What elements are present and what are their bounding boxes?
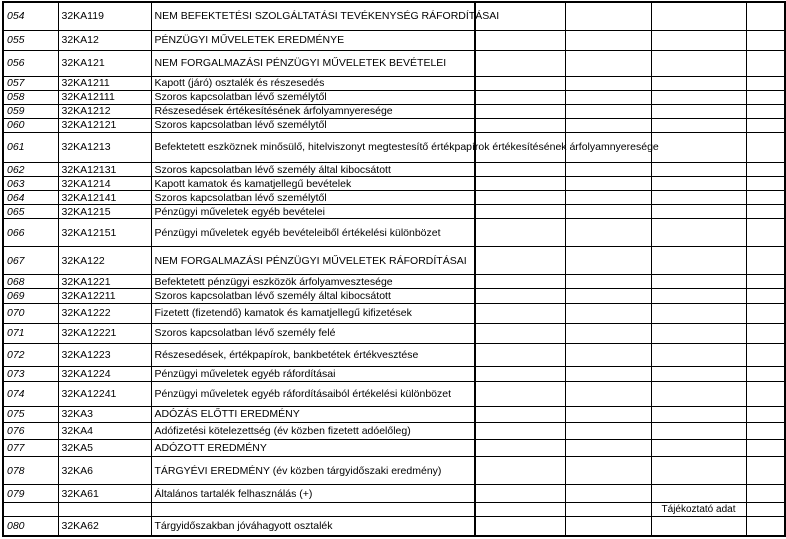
value-cell-4 [746,343,785,366]
row-number: 057 [3,76,58,90]
table-row [3,30,785,50]
row-description: Tárgyidőszakban jóváhagyott osztalék [151,517,475,536]
note-cell [651,517,746,536]
row-number: 069 [3,289,58,303]
row-code: 32KA3 [58,406,151,422]
value-cell-1 [475,366,565,381]
value-cell-2 [565,343,651,366]
value-cell-1 [475,323,565,343]
table-row [3,104,785,118]
note-cell: Tájékoztató adat [651,503,746,517]
value-cell-4 [746,381,785,406]
table-row [3,90,785,104]
value-cell-2 [565,76,651,90]
row-code: 32KA12241 [58,381,151,406]
value-cell-4 [746,30,785,50]
value-cell-1 [475,104,565,118]
row-description: ADÓZÁS ELŐTTI EREDMÉNY [151,406,475,422]
row-description: NEM FORGALMAZÁSI PÉNZÜGYI MŰVELETEK BEVÉTELEI [151,50,475,76]
note-cell [651,219,746,247]
table-row [3,406,785,422]
value-cell-1 [475,457,565,485]
table-row [3,289,785,303]
value-cell-4 [746,303,785,323]
row-number: 079 [3,485,58,503]
table-row [3,439,785,456]
table-row [3,219,785,247]
value-cell-2 [565,381,651,406]
note-cell [651,422,746,439]
row-description: Részesedések értékesítésének árfolyamnyeresége [151,104,475,118]
row-description: Pénzügyi műveletek egyéb bevételeiből értékelési különbözet [151,219,475,247]
row-number: 080 [3,517,58,536]
table-row [3,366,785,381]
table-row [3,2,785,30]
note-cell [651,205,746,219]
value-cell-1 [475,275,565,289]
value-cell-1 [475,289,565,303]
value-cell-2 [565,457,651,485]
value-cell-4 [746,275,785,289]
row-number: 061 [3,132,58,162]
row-number: 066 [3,219,58,247]
value-cell-1 [475,177,565,191]
value-cell-4 [746,205,785,219]
row-code: 32KA62 [58,517,151,536]
row-number: 058 [3,90,58,104]
row-number: 064 [3,191,58,205]
value-cell-2 [565,323,651,343]
row-description: Szoros kapcsolatban lévő személy által kibocsátott [151,289,475,303]
row-description: Befektetett eszköznek minősülő, hitelviszonyt megtestesítő értékpapírok értékesítésének árfolyamnyeresége [151,132,475,162]
row-code: 32KA1213 [58,132,151,162]
row-description: Kapott kamatok és kamatjellegű bevételek [151,177,475,191]
row-number: 071 [3,323,58,343]
row-code: 32KA1215 [58,205,151,219]
row-description: PÉNZÜGYI MŰVELETEK EREDMÉNYE [151,30,475,50]
value-cell-4 [746,439,785,456]
value-cell-2 [565,422,651,439]
row-number: 070 [3,303,58,323]
table-body [3,2,785,536]
table-row [3,205,785,219]
table-row [3,50,785,76]
note-cell [651,289,746,303]
value-cell-4 [746,50,785,76]
report-table [2,1,786,537]
value-cell-1 [475,303,565,323]
value-cell-4 [746,118,785,132]
row-code: 32KA1222 [58,303,151,323]
note-cell [651,439,746,456]
row-description: TÁRGYÉVI EREDMÉNY (év közben tárgyidőszaki eredmény) [151,457,475,485]
row-code: 32KA12151 [58,219,151,247]
value-cell-2 [565,485,651,503]
row-code: 32KA1223 [58,343,151,366]
note-cell [651,30,746,50]
row-description: NEM FORGALMAZÁSI PÉNZÜGYI MŰVELETEK RÁFORDÍTÁSAI [151,247,475,275]
note-cell [651,485,746,503]
row-description: Pénzügyi műveletek egyéb bevételei [151,205,475,219]
value-cell-1 [475,247,565,275]
table-row [3,132,785,162]
note-cell [651,275,746,289]
row-description [151,503,475,517]
value-cell-4 [746,219,785,247]
value-cell-1 [475,439,565,456]
row-code: 32KA12121 [58,118,151,132]
row-code: 32KA12221 [58,323,151,343]
row-description: Adófizetési kötelezettség (év közben fizetett adóelőleg) [151,422,475,439]
value-cell-2 [565,191,651,205]
table-row [3,163,785,177]
row-number: 062 [3,163,58,177]
row-number: 077 [3,439,58,456]
table-row [3,517,785,536]
value-cell-2 [565,247,651,275]
value-cell-1 [475,205,565,219]
row-description: Szoros kapcsolatban lévő személy által kibocsátott [151,163,475,177]
value-cell-1 [475,503,565,517]
note-cell [651,406,746,422]
value-cell-1 [475,343,565,366]
table-row [3,247,785,275]
row-code: 32KA1221 [58,275,151,289]
value-cell-2 [565,289,651,303]
value-cell-2 [565,177,651,191]
row-number: 065 [3,205,58,219]
row-number: 072 [3,343,58,366]
row-code: 32KA12131 [58,163,151,177]
value-cell-4 [746,457,785,485]
row-number [3,503,58,517]
table-row [3,457,785,485]
value-cell-2 [565,118,651,132]
row-number: 076 [3,422,58,439]
table-row [3,381,785,406]
value-cell-4 [746,163,785,177]
row-number: 075 [3,406,58,422]
row-number: 059 [3,104,58,118]
row-description: Szoros kapcsolatban lévő személytől [151,191,475,205]
value-cell-1 [475,118,565,132]
row-code: 32KA119 [58,2,151,30]
note-cell [651,247,746,275]
note-cell [651,343,746,366]
row-number: 073 [3,366,58,381]
table-row [3,323,785,343]
value-cell-2 [565,219,651,247]
table-row [3,118,785,132]
value-cell-1 [475,219,565,247]
note-cell [651,50,746,76]
value-cell-4 [746,2,785,30]
value-cell-1 [475,50,565,76]
row-number: 074 [3,381,58,406]
value-cell-2 [565,2,651,30]
value-cell-4 [746,517,785,536]
row-code: 32KA121 [58,50,151,76]
value-cell-2 [565,205,651,219]
value-cell-4 [746,132,785,162]
note-cell [651,2,746,30]
note-cell [651,177,746,191]
row-description: Általános tartalék felhasználás (+) [151,485,475,503]
value-cell-4 [746,247,785,275]
value-cell-2 [565,366,651,381]
row-description: NEM BEFEKTETÉSI SZOLGÁLTATÁSI TEVÉKENYSÉG RÁFORDÍTÁSAI [151,2,475,30]
value-cell-2 [565,30,651,50]
row-description: Fizetett (fizetendő) kamatok és kamatjellegű kifizetések [151,303,475,323]
note-cell [651,163,746,177]
value-cell-2 [565,517,651,536]
value-cell-1 [475,163,565,177]
row-number: 063 [3,177,58,191]
row-description: Kapott (járó) osztalék és részesedés [151,76,475,90]
table-row [3,343,785,366]
row-number: 056 [3,50,58,76]
value-cell-4 [746,177,785,191]
row-description: ADÓZOTT EREDMÉNY [151,439,475,456]
table-row [3,177,785,191]
row-description: Pénzügyi műveletek egyéb ráfordításaiból értékelési különbözet [151,381,475,406]
value-cell-4 [746,503,785,517]
value-cell-1 [475,517,565,536]
value-cell-4 [746,191,785,205]
row-code: 32KA1214 [58,177,151,191]
value-cell-1 [475,191,565,205]
row-code [58,503,151,517]
value-cell-2 [565,104,651,118]
value-cell-4 [746,485,785,503]
table-row [3,503,785,517]
row-number: 067 [3,247,58,275]
table-row [3,76,785,90]
value-cell-2 [565,90,651,104]
value-cell-2 [565,163,651,177]
row-code: 32KA61 [58,485,151,503]
row-description: Pénzügyi műveletek egyéb ráfordításai [151,366,475,381]
row-description: Szoros kapcsolatban lévő személytől [151,118,475,132]
row-code: 32KA1224 [58,366,151,381]
value-cell-2 [565,50,651,76]
value-cell-1 [475,90,565,104]
value-cell-2 [565,303,651,323]
value-cell-4 [746,289,785,303]
value-cell-4 [746,104,785,118]
note-cell [651,303,746,323]
row-code: 32KA1212 [58,104,151,118]
note-cell [651,366,746,381]
row-code: 32KA5 [58,439,151,456]
row-description: Részesedések, értékpapírok, bankbetétek értékvesztése [151,343,475,366]
row-code: 32KA1211 [58,76,151,90]
value-cell-4 [746,76,785,90]
row-number: 078 [3,457,58,485]
note-cell [651,90,746,104]
value-cell-2 [565,275,651,289]
note-cell [651,191,746,205]
value-cell-1 [475,406,565,422]
value-cell-4 [746,422,785,439]
note-cell [651,76,746,90]
row-code: 32KA122 [58,247,151,275]
row-number: 060 [3,118,58,132]
value-cell-2 [565,406,651,422]
row-number: 055 [3,30,58,50]
note-cell [651,381,746,406]
value-cell-4 [746,406,785,422]
row-number: 068 [3,275,58,289]
note-cell [651,323,746,343]
note-cell [651,118,746,132]
row-code: 32KA12 [58,30,151,50]
row-code: 32KA6 [58,457,151,485]
table-row [3,191,785,205]
note-cell [651,457,746,485]
value-cell-1 [475,485,565,503]
value-cell-1 [475,30,565,50]
value-cell-1 [475,76,565,90]
row-description: Szoros kapcsolatban lévő személytől [151,90,475,104]
value-cell-4 [746,366,785,381]
row-code: 32KA12211 [58,289,151,303]
value-cell-2 [565,503,651,517]
value-cell-2 [565,439,651,456]
row-description: Befektetett pénzügyi eszközök árfolyamvesztesége [151,275,475,289]
note-cell [651,104,746,118]
table-row [3,275,785,289]
note-cell [651,132,746,162]
table-row [3,485,785,503]
row-code: 32KA4 [58,422,151,439]
value-cell-4 [746,90,785,104]
row-number: 054 [3,2,58,30]
value-cell-1 [475,422,565,439]
value-cell-1 [475,381,565,406]
table-row [3,422,785,439]
table-row [3,303,785,323]
row-code: 32KA12111 [58,90,151,104]
row-code: 32KA12141 [58,191,151,205]
value-cell-4 [746,323,785,343]
row-description: Szoros kapcsolatban lévő személy felé [151,323,475,343]
